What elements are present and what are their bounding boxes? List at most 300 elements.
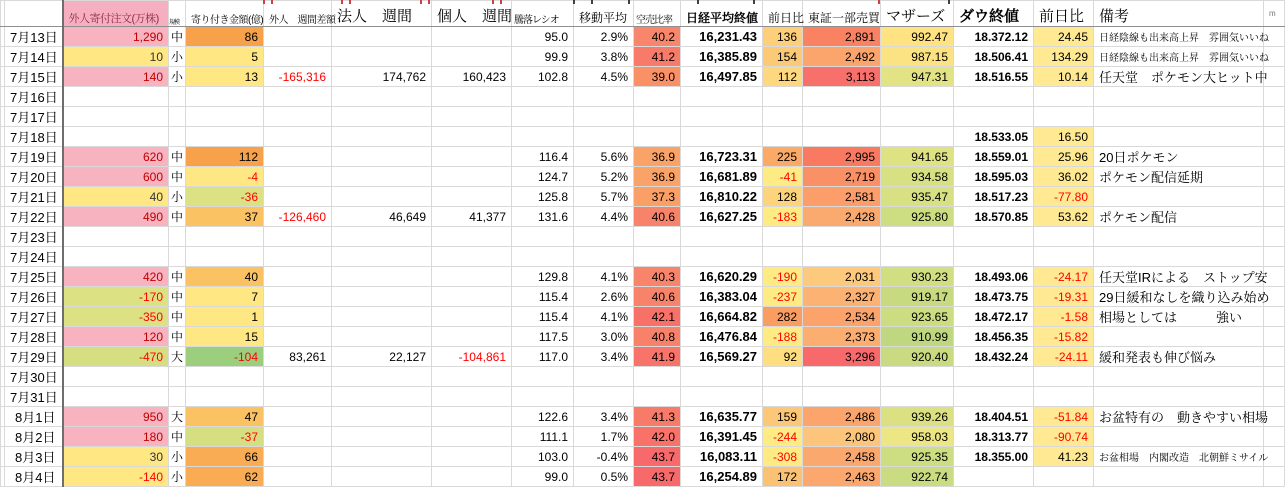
- cell-remark[interactable]: 相場としては 強い: [1094, 307, 1264, 327]
- cell-ma[interactable]: 5.6%: [574, 147, 634, 167]
- cell-gw[interactable]: [264, 467, 332, 487]
- cell-dchg[interactable]: [1034, 107, 1094, 127]
- cell-ma[interactable]: 2.6%: [574, 287, 634, 307]
- cell-dchg[interactable]: 10.14: [1034, 67, 1094, 87]
- cell-date[interactable]: 7月15日: [5, 67, 63, 87]
- cell-remark[interactable]: [1094, 127, 1264, 147]
- cell-hw[interactable]: [332, 427, 432, 447]
- cell-nikkei[interactable]: 16,681.89: [681, 167, 763, 187]
- cell-amount[interactable]: [186, 107, 264, 127]
- cell-short[interactable]: [634, 107, 681, 127]
- col-header-tosho[interactable]: 東証一部売買: [803, 1, 881, 27]
- cell-dow[interactable]: 18.432.24: [954, 347, 1034, 367]
- cell-nchg[interactable]: [763, 387, 803, 407]
- cell-ratio[interactable]: 122.6: [512, 407, 574, 427]
- cell-size[interactable]: 中: [169, 27, 186, 47]
- cell-remark[interactable]: [1094, 227, 1264, 247]
- cell-kw[interactable]: [432, 367, 512, 387]
- cell-gw[interactable]: [264, 87, 332, 107]
- cell-date[interactable]: 7月26日: [5, 287, 63, 307]
- cell-ratio[interactable]: 129.8: [512, 267, 574, 287]
- cell-date[interactable]: 7月28日: [5, 327, 63, 347]
- cell-mothers[interactable]: 947.31: [881, 67, 954, 87]
- cell-ma[interactable]: [574, 387, 634, 407]
- cell-mothers[interactable]: [881, 387, 954, 407]
- cell-ma[interactable]: -0.4%: [574, 447, 634, 467]
- cell-nchg[interactable]: -41: [763, 167, 803, 187]
- cell-amount[interactable]: [186, 367, 264, 387]
- cell-gw[interactable]: [264, 267, 332, 287]
- cell-last[interactable]: [1264, 87, 1285, 107]
- cell-mothers[interactable]: [881, 227, 954, 247]
- col-header-dow[interactable]: ダウ終値: [954, 1, 1034, 27]
- cell-nchg[interactable]: -244: [763, 427, 803, 447]
- cell-remark[interactable]: [1094, 387, 1264, 407]
- cell-ratio[interactable]: 99.9: [512, 47, 574, 67]
- cell-dow[interactable]: [954, 227, 1034, 247]
- cell-orders[interactable]: -140: [63, 467, 169, 487]
- cell-orders[interactable]: [63, 227, 169, 247]
- cell-ma[interactable]: 4.5%: [574, 67, 634, 87]
- cell-ma[interactable]: [574, 127, 634, 147]
- cell-last[interactable]: [1264, 307, 1285, 327]
- cell-dow[interactable]: 18.313.77: [954, 427, 1034, 447]
- cell-gw[interactable]: [264, 387, 332, 407]
- cell-mothers[interactable]: 925.80: [881, 207, 954, 227]
- cell-tosho[interactable]: 2,080: [803, 427, 881, 447]
- col-header-short[interactable]: 空売比率: [634, 1, 681, 27]
- cell-dow[interactable]: 18.372.12: [954, 27, 1034, 47]
- cell-date[interactable]: 7月25日: [5, 267, 63, 287]
- cell-amount[interactable]: -36: [186, 187, 264, 207]
- cell-dchg[interactable]: 16.50: [1034, 127, 1094, 147]
- cell-kw[interactable]: [432, 407, 512, 427]
- cell-dow[interactable]: [954, 367, 1034, 387]
- cell-nikkei[interactable]: 16,083.11: [681, 447, 763, 467]
- cell-remark[interactable]: 緩和発表も伸び悩み: [1094, 347, 1264, 367]
- cell-ratio[interactable]: [512, 227, 574, 247]
- cell-hw[interactable]: [332, 127, 432, 147]
- cell-mothers[interactable]: [881, 87, 954, 107]
- cell-ratio[interactable]: [512, 367, 574, 387]
- cell-orders[interactable]: 620: [63, 147, 169, 167]
- cell-ma[interactable]: 3.4%: [574, 347, 634, 367]
- cell-amount[interactable]: 5: [186, 47, 264, 67]
- cell-tosho[interactable]: 2,373: [803, 327, 881, 347]
- cell-dow[interactable]: 18.516.55: [954, 67, 1034, 87]
- cell-kw[interactable]: [432, 327, 512, 347]
- cell-hw[interactable]: [332, 167, 432, 187]
- cell-dchg[interactable]: [1034, 227, 1094, 247]
- cell-orders[interactable]: 30: [63, 447, 169, 467]
- cell-dow[interactable]: [954, 387, 1034, 407]
- cell-orders[interactable]: 420: [63, 267, 169, 287]
- col-header-orders[interactable]: 外人寄付注文(万株): [63, 1, 169, 27]
- cell-ma[interactable]: 0.5%: [574, 467, 634, 487]
- cell-dchg[interactable]: -51.84: [1034, 407, 1094, 427]
- cell-nikkei[interactable]: 16,497.85: [681, 67, 763, 87]
- cell-orders[interactable]: -470: [63, 347, 169, 367]
- cell-kw[interactable]: 41,377: [432, 207, 512, 227]
- cell-hw[interactable]: [332, 407, 432, 427]
- cell-amount[interactable]: 13: [186, 67, 264, 87]
- cell-size[interactable]: 大: [169, 347, 186, 367]
- cell-date[interactable]: 8月2日: [5, 427, 63, 447]
- cell-nchg[interactable]: -190: [763, 267, 803, 287]
- cell-remark[interactable]: [1094, 107, 1264, 127]
- cell-nikkei[interactable]: 16,383.04: [681, 287, 763, 307]
- cell-nikkei[interactable]: 16,635.77: [681, 407, 763, 427]
- cell-ratio[interactable]: 115.4: [512, 307, 574, 327]
- cell-amount[interactable]: 66: [186, 447, 264, 467]
- cell-tosho[interactable]: 2,428: [803, 207, 881, 227]
- cell-kw[interactable]: [432, 47, 512, 67]
- cell-size[interactable]: [169, 107, 186, 127]
- cell-remark[interactable]: [1094, 247, 1264, 267]
- cell-nchg[interactable]: 172: [763, 467, 803, 487]
- cell-date[interactable]: 7月27日: [5, 307, 63, 327]
- cell-nikkei[interactable]: 16,385.89: [681, 47, 763, 67]
- cell-date[interactable]: 7月30日: [5, 367, 63, 387]
- cell-ratio[interactable]: [512, 87, 574, 107]
- cell-mothers[interactable]: 910.99: [881, 327, 954, 347]
- cell-remark[interactable]: 任天堂 ポケモン大ヒット中: [1094, 67, 1264, 87]
- cell-size[interactable]: 中: [169, 287, 186, 307]
- cell-size[interactable]: 小: [169, 67, 186, 87]
- cell-ma[interactable]: 3.4%: [574, 407, 634, 427]
- cell-mothers[interactable]: 941.65: [881, 147, 954, 167]
- cell-remark[interactable]: 20日ポケモン: [1094, 147, 1264, 167]
- cell-short[interactable]: 40.8: [634, 327, 681, 347]
- cell-amount[interactable]: 62: [186, 467, 264, 487]
- cell-dow[interactable]: 18.493.06: [954, 267, 1034, 287]
- cell-kw[interactable]: [432, 87, 512, 107]
- cell-ratio[interactable]: 103.0: [512, 447, 574, 467]
- cell-ma[interactable]: 3.8%: [574, 47, 634, 67]
- cell-gw[interactable]: [264, 367, 332, 387]
- cell-nikkei[interactable]: [681, 247, 763, 267]
- cell-size[interactable]: 中: [169, 327, 186, 347]
- cell-nikkei[interactable]: [681, 87, 763, 107]
- cell-kw[interactable]: [432, 467, 512, 487]
- cell-orders[interactable]: 490: [63, 207, 169, 227]
- cell-hw[interactable]: [332, 227, 432, 247]
- cell-size[interactable]: 小: [169, 447, 186, 467]
- cell-remark[interactable]: [1094, 327, 1264, 347]
- cell-last[interactable]: [1264, 227, 1285, 247]
- cell-hw[interactable]: [332, 27, 432, 47]
- cell-tosho[interactable]: 2,486: [803, 407, 881, 427]
- cell-hw[interactable]: [332, 467, 432, 487]
- cell-last[interactable]: [1264, 387, 1285, 407]
- cell-nchg[interactable]: 112: [763, 67, 803, 87]
- cell-ratio[interactable]: 111.1: [512, 427, 574, 447]
- cell-mothers[interactable]: 987.15: [881, 47, 954, 67]
- cell-dow[interactable]: 18.404.51: [954, 407, 1034, 427]
- cell-date[interactable]: 7月29日: [5, 347, 63, 367]
- cell-last[interactable]: [1264, 327, 1285, 347]
- col-header-mothers[interactable]: マザーズ: [881, 1, 954, 27]
- cell-date[interactable]: 7月16日: [5, 87, 63, 107]
- cell-mothers[interactable]: 935.47: [881, 187, 954, 207]
- cell-gw[interactable]: [264, 167, 332, 187]
- cell-gw[interactable]: -165,316: [264, 67, 332, 87]
- cell-size[interactable]: 中: [169, 427, 186, 447]
- cell-ma[interactable]: [574, 227, 634, 247]
- cell-short[interactable]: 41.9: [634, 347, 681, 367]
- cell-kw[interactable]: [432, 187, 512, 207]
- cell-mothers[interactable]: 992.47: [881, 27, 954, 47]
- cell-kw[interactable]: 160,423: [432, 67, 512, 87]
- cell-kw[interactable]: [432, 247, 512, 267]
- cell-date[interactable]: 7月22日: [5, 207, 63, 227]
- cell-amount[interactable]: [186, 87, 264, 107]
- cell-size[interactable]: 大: [169, 407, 186, 427]
- cell-amount[interactable]: [186, 127, 264, 147]
- cell-dow[interactable]: 18.533.05: [954, 127, 1034, 147]
- cell-gw[interactable]: [264, 447, 332, 467]
- cell-last[interactable]: [1264, 147, 1285, 167]
- cell-dchg[interactable]: -15.82: [1034, 327, 1094, 347]
- cell-kw[interactable]: [432, 227, 512, 247]
- cell-orders[interactable]: 10: [63, 47, 169, 67]
- cell-remark[interactable]: ポケモン配信: [1094, 207, 1264, 227]
- cell-last[interactable]: [1264, 107, 1285, 127]
- cell-nchg[interactable]: 225: [763, 147, 803, 167]
- cell-mothers[interactable]: 958.03: [881, 427, 954, 447]
- cell-kw[interactable]: [432, 167, 512, 187]
- cell-remark[interactable]: お盆特有の 動きやすい相場: [1094, 407, 1264, 427]
- cell-short[interactable]: 41.2: [634, 47, 681, 67]
- cell-date[interactable]: 7月23日: [5, 227, 63, 247]
- cell-gw[interactable]: [264, 427, 332, 447]
- cell-tosho[interactable]: 3,113: [803, 67, 881, 87]
- cell-tosho[interactable]: 2,581: [803, 187, 881, 207]
- cell-nchg[interactable]: 159: [763, 407, 803, 427]
- cell-dow[interactable]: 18.595.03: [954, 167, 1034, 187]
- cell-nchg[interactable]: -183: [763, 207, 803, 227]
- cell-dow[interactable]: [954, 247, 1034, 267]
- cell-short[interactable]: [634, 127, 681, 147]
- cell-nikkei[interactable]: [681, 127, 763, 147]
- cell-short[interactable]: 39.0: [634, 67, 681, 87]
- cell-amount[interactable]: 7: [186, 287, 264, 307]
- cell-ratio[interactable]: 117.0: [512, 347, 574, 367]
- cell-gw[interactable]: 83,261: [264, 347, 332, 367]
- cell-short[interactable]: [634, 367, 681, 387]
- cell-ratio[interactable]: [512, 107, 574, 127]
- cell-date[interactable]: 8月3日: [5, 447, 63, 467]
- cell-orders[interactable]: [63, 387, 169, 407]
- cell-ma[interactable]: 4.4%: [574, 207, 634, 227]
- cell-short[interactable]: 37.3: [634, 187, 681, 207]
- col-header-last[interactable]: m: [1264, 1, 1285, 27]
- cell-orders[interactable]: 180: [63, 427, 169, 447]
- cell-nchg[interactable]: 154: [763, 47, 803, 67]
- cell-last[interactable]: [1264, 187, 1285, 207]
- cell-nikkei[interactable]: 16,810.22: [681, 187, 763, 207]
- cell-nchg[interactable]: 136: [763, 27, 803, 47]
- cell-size[interactable]: 小: [169, 187, 186, 207]
- cell-dchg[interactable]: -24.17: [1034, 267, 1094, 287]
- cell-date[interactable]: 7月18日: [5, 127, 63, 147]
- cell-date[interactable]: 7月17日: [5, 107, 63, 127]
- cell-dchg[interactable]: 36.02: [1034, 167, 1094, 187]
- cell-gw[interactable]: [264, 47, 332, 67]
- cell-amount[interactable]: [186, 247, 264, 267]
- cell-size[interactable]: 小: [169, 467, 186, 487]
- cell-dow[interactable]: 18.456.35: [954, 327, 1034, 347]
- cell-gw[interactable]: [264, 227, 332, 247]
- cell-amount[interactable]: [186, 227, 264, 247]
- cell-short[interactable]: 42.0: [634, 427, 681, 447]
- cell-dow[interactable]: 18.517.23: [954, 187, 1034, 207]
- cell-kw[interactable]: [432, 27, 512, 47]
- cell-nikkei[interactable]: 16,620.29: [681, 267, 763, 287]
- cell-gw[interactable]: [264, 107, 332, 127]
- cell-gw[interactable]: [264, 247, 332, 267]
- cell-short[interactable]: [634, 247, 681, 267]
- cell-hw[interactable]: [332, 287, 432, 307]
- cell-amount[interactable]: 15: [186, 327, 264, 347]
- cell-size[interactable]: 中: [169, 207, 186, 227]
- cell-amount[interactable]: -104: [186, 347, 264, 367]
- cell-remark[interactable]: [1094, 427, 1264, 447]
- cell-orders[interactable]: 40: [63, 187, 169, 207]
- cell-nikkei[interactable]: 16,254.89: [681, 467, 763, 487]
- cell-date[interactable]: 7月21日: [5, 187, 63, 207]
- cell-remark[interactable]: 日経陰線も出来高上昇 雰囲気いいね: [1094, 47, 1264, 67]
- cell-date[interactable]: 7月24日: [5, 247, 63, 267]
- cell-hw[interactable]: 22,127: [332, 347, 432, 367]
- cell-size[interactable]: [169, 87, 186, 107]
- cell-orders[interactable]: [63, 367, 169, 387]
- cell-amount[interactable]: 47: [186, 407, 264, 427]
- cell-dow[interactable]: [954, 87, 1034, 107]
- cell-short[interactable]: [634, 87, 681, 107]
- cell-short[interactable]: 40.2: [634, 27, 681, 47]
- cell-gw[interactable]: -126,460: [264, 207, 332, 227]
- cell-tosho[interactable]: [803, 367, 881, 387]
- cell-mothers[interactable]: 922.74: [881, 467, 954, 487]
- cell-ratio[interactable]: 102.8: [512, 67, 574, 87]
- cell-short[interactable]: 40.6: [634, 207, 681, 227]
- cell-tosho[interactable]: 2,891: [803, 27, 881, 47]
- cell-ma[interactable]: 1.7%: [574, 427, 634, 447]
- cell-kw[interactable]: [432, 447, 512, 467]
- cell-ma[interactable]: 3.0%: [574, 327, 634, 347]
- cell-remark[interactable]: ポケモン配信延期: [1094, 167, 1264, 187]
- cell-mothers[interactable]: [881, 247, 954, 267]
- cell-kw[interactable]: [432, 387, 512, 407]
- cell-mothers[interactable]: 939.26: [881, 407, 954, 427]
- cell-tosho[interactable]: 2,492: [803, 47, 881, 67]
- cell-hw[interactable]: [332, 327, 432, 347]
- cell-amount[interactable]: 112: [186, 147, 264, 167]
- cell-nchg[interactable]: [763, 127, 803, 147]
- cell-dow[interactable]: 18.506.41: [954, 47, 1034, 67]
- cell-dchg[interactable]: [1034, 247, 1094, 267]
- col-header-size[interactable]: 規模: [169, 1, 186, 27]
- cell-gw[interactable]: [264, 407, 332, 427]
- cell-gw[interactable]: [264, 147, 332, 167]
- cell-dow[interactable]: [954, 467, 1034, 487]
- cell-hw[interactable]: [332, 47, 432, 67]
- cell-size[interactable]: 中: [169, 267, 186, 287]
- cell-mothers[interactable]: 920.40: [881, 347, 954, 367]
- col-header-remark[interactable]: 備考: [1094, 1, 1264, 27]
- col-header-ratio[interactable]: 騰落レシオ: [512, 1, 574, 27]
- cell-amount[interactable]: 1: [186, 307, 264, 327]
- cell-nchg[interactable]: [763, 227, 803, 247]
- cell-gw[interactable]: [264, 127, 332, 147]
- cell-hw[interactable]: [332, 307, 432, 327]
- cell-date[interactable]: 7月13日: [5, 27, 63, 47]
- cell-ratio[interactable]: 131.6: [512, 207, 574, 227]
- cell-ratio[interactable]: [512, 247, 574, 267]
- cell-last[interactable]: [1264, 367, 1285, 387]
- cell-ma[interactable]: [574, 87, 634, 107]
- cell-last[interactable]: [1264, 467, 1285, 487]
- cell-nikkei[interactable]: 16,723.31: [681, 147, 763, 167]
- cell-hw[interactable]: [332, 187, 432, 207]
- cell-size[interactable]: 小: [169, 47, 186, 67]
- cell-ma[interactable]: 4.1%: [574, 267, 634, 287]
- cell-nikkei[interactable]: 16,569.27: [681, 347, 763, 367]
- cell-hw[interactable]: [332, 107, 432, 127]
- cell-date[interactable]: 8月4日: [5, 467, 63, 487]
- cell-tosho[interactable]: 3,296: [803, 347, 881, 367]
- cell-amount[interactable]: -37: [186, 427, 264, 447]
- cell-short[interactable]: 43.7: [634, 447, 681, 467]
- cell-ma[interactable]: 4.1%: [574, 307, 634, 327]
- cell-size[interactable]: 中: [169, 307, 186, 327]
- cell-orders[interactable]: [63, 127, 169, 147]
- cell-tosho[interactable]: [803, 127, 881, 147]
- cell-hw[interactable]: [332, 267, 432, 287]
- cell-gw[interactable]: [264, 27, 332, 47]
- cell-orders[interactable]: [63, 247, 169, 267]
- cell-dchg[interactable]: -90.74: [1034, 427, 1094, 447]
- cell-kw[interactable]: [432, 147, 512, 167]
- cell-dchg[interactable]: [1034, 87, 1094, 107]
- cell-dchg[interactable]: -1.58: [1034, 307, 1094, 327]
- cell-short[interactable]: 36.9: [634, 167, 681, 187]
- cell-orders[interactable]: -170: [63, 287, 169, 307]
- cell-remark[interactable]: 日経陰線も出来高上昇 雰囲気いいね: [1094, 27, 1264, 47]
- cell-orders[interactable]: [63, 87, 169, 107]
- col-header-ma[interactable]: 移動平均: [574, 1, 634, 27]
- cell-short[interactable]: 40.3: [634, 267, 681, 287]
- cell-nikkei[interactable]: 16,231.43: [681, 27, 763, 47]
- cell-ma[interactable]: 5.2%: [574, 167, 634, 187]
- cell-ma[interactable]: [574, 247, 634, 267]
- cell-hw[interactable]: [332, 87, 432, 107]
- cell-kw[interactable]: [432, 307, 512, 327]
- cell-orders[interactable]: 600: [63, 167, 169, 187]
- cell-nchg[interactable]: -188: [763, 327, 803, 347]
- col-header-nikkei[interactable]: 日経平均終値: [681, 1, 763, 27]
- cell-gw[interactable]: [264, 187, 332, 207]
- cell-date[interactable]: 7月14日: [5, 47, 63, 67]
- cell-size[interactable]: [169, 367, 186, 387]
- cell-nikkei[interactable]: 16,664.82: [681, 307, 763, 327]
- cell-hw[interactable]: [332, 447, 432, 467]
- cell-nikkei[interactable]: [681, 107, 763, 127]
- cell-kw[interactable]: -104,861: [432, 347, 512, 367]
- cell-kw[interactable]: [432, 267, 512, 287]
- cell-tosho[interactable]: 2,719: [803, 167, 881, 187]
